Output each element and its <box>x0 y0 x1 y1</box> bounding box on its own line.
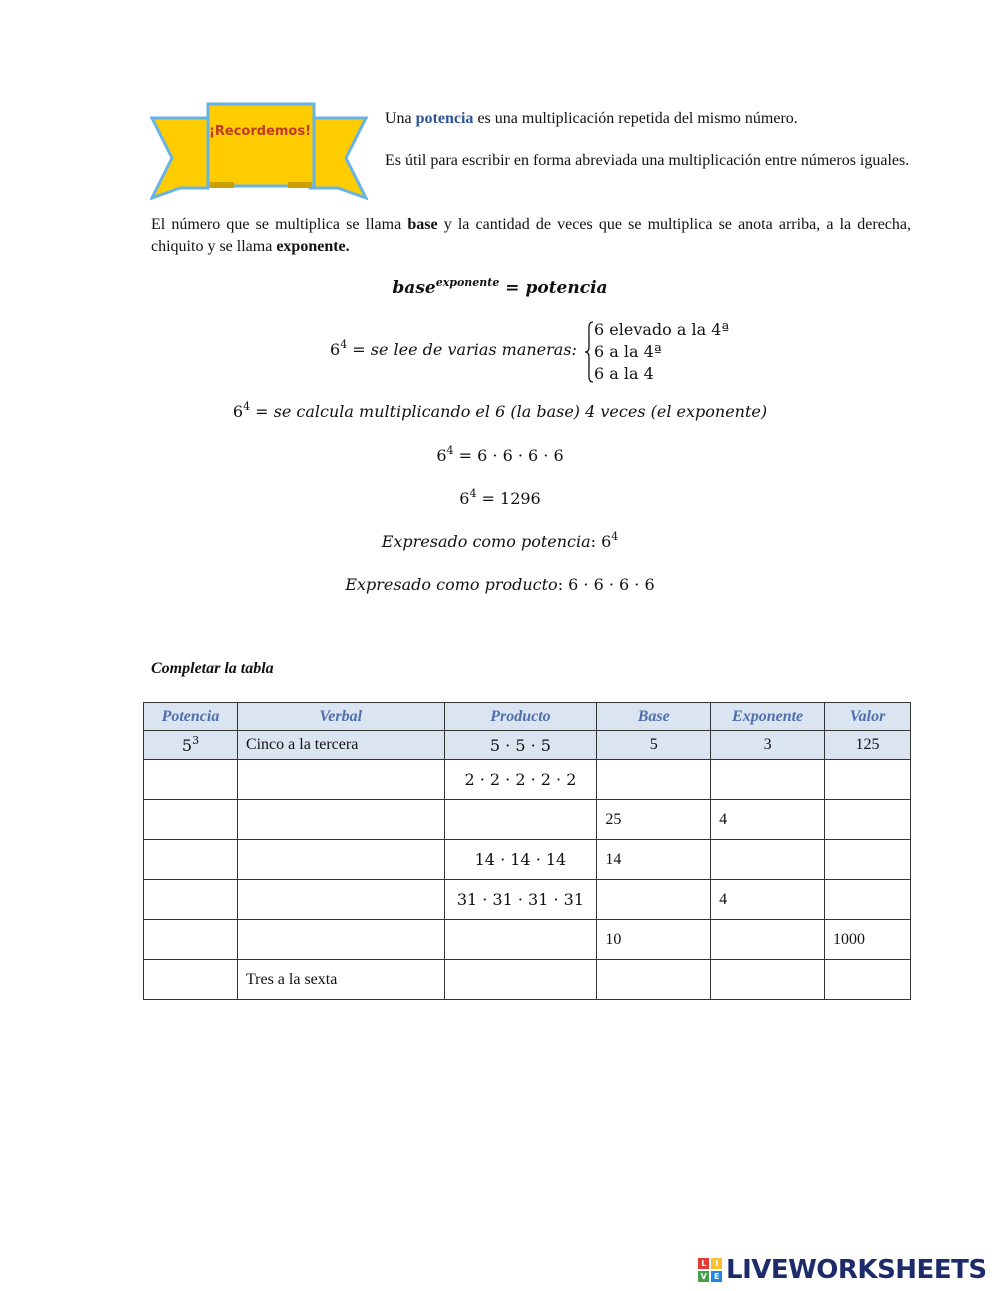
base-term: base <box>407 216 438 233</box>
example-base: 5 <box>597 731 711 760</box>
reading-option-2: 6 a la 4ª <box>594 342 662 361</box>
answer-cell[interactable] <box>711 960 825 1000</box>
answer-cell[interactable] <box>144 800 238 840</box>
producto-cell: 14 · 14 · 14 <box>444 840 597 880</box>
producto-cell: 2 · 2 · 2 · 2 · 2 <box>444 760 597 800</box>
table-row <box>144 840 911 880</box>
example-verbal: Cinco a la tercera <box>237 731 444 760</box>
exponente-cell: 4 <box>711 880 825 920</box>
answer-cell[interactable] <box>237 880 444 920</box>
logo-letter-l: L <box>698 1258 709 1269</box>
answer-cell[interactable] <box>237 760 444 800</box>
example-row <box>144 731 911 760</box>
expressed-as-product: Expresado como producto: 6 · 6 · 6 · 6 <box>345 575 655 594</box>
answer-cell[interactable] <box>237 920 444 960</box>
liveworksheets-logo-icon <box>698 1258 722 1282</box>
answer-cell[interactable] <box>237 840 444 880</box>
liveworksheets-brand <box>698 1255 987 1285</box>
reading-formula: $6^4$ = se lee de varias maneras: <box>330 338 577 359</box>
header-producto: Producto <box>444 703 597 731</box>
answer-cell[interactable] <box>711 840 825 880</box>
brand-text: LIVEWORKSHEETS <box>726 1255 987 1285</box>
exponente-term: exponente. <box>276 238 350 255</box>
answer-cell[interactable] <box>825 880 911 920</box>
reading-option-1: 6 elevado a la 4ª <box>594 320 730 339</box>
answer-cell[interactable] <box>825 760 911 800</box>
header-base: Base <box>597 703 711 731</box>
answer-cell[interactable] <box>597 880 711 920</box>
answer-cell[interactable] <box>825 800 911 840</box>
recordemos-banner <box>150 102 368 202</box>
answer-cell[interactable] <box>825 960 911 1000</box>
definition-paragraph: El número que se multiplica se llama base y la cantidad de veces que se multiplica se anota arriba, a la derecha, chiquito y se llama exponente. <box>151 216 912 255</box>
header-verbal: Verbal <box>237 703 444 731</box>
answer-cell[interactable] <box>444 920 597 960</box>
table-row <box>144 760 911 800</box>
value-formula: $6^4 = 1296$ <box>459 487 541 508</box>
intro-line-2: Es útil para escribir en forma abreviada una multiplicación entre números iguales. <box>385 152 910 169</box>
table-row <box>144 920 911 960</box>
exercise-title: Completar la tabla <box>151 660 274 677</box>
base-cell: 14 <box>597 840 711 880</box>
expressed-as-power: Expresado como potencia: $6^4$ <box>381 530 619 551</box>
intro-line-1: Una potencia es una multiplicación repetida del mismo número. <box>385 110 798 127</box>
potencia-term: potencia <box>415 110 474 127</box>
base-cell: 10 <box>597 920 711 960</box>
answer-cell[interactable] <box>711 920 825 960</box>
header-exponente: Exponente <box>711 703 825 731</box>
answer-cell[interactable] <box>144 760 238 800</box>
answer-cell[interactable] <box>597 760 711 800</box>
header-potencia: Potencia <box>144 703 238 731</box>
general-formula: base$^{exponente}$ = potencia <box>392 276 608 298</box>
product-formula: $6^4 = 6 \cdot 6 \cdot 6 \cdot 6$ <box>436 444 564 465</box>
header-valor: Valor <box>825 703 911 731</box>
answer-cell[interactable] <box>711 760 825 800</box>
calculation-formula: $6^4$ = se calcula multiplicando el 6 (la base) 4 veces (el exponente) <box>232 400 768 421</box>
logo-letter-e: E <box>711 1271 722 1282</box>
answer-cell[interactable] <box>144 840 238 880</box>
table-row <box>144 880 911 920</box>
table-row <box>144 960 911 1000</box>
answer-cell[interactable] <box>144 960 238 1000</box>
answer-cell[interactable] <box>444 960 597 1000</box>
brace-icon <box>584 321 594 383</box>
example-valor: 125 <box>825 731 911 760</box>
verbal-cell: Tres a la sexta <box>237 960 444 1000</box>
answer-cell[interactable] <box>597 960 711 1000</box>
logo-letter-i: I <box>711 1258 722 1269</box>
reading-option-3: 6 a la 4 <box>594 364 654 383</box>
answer-cell[interactable] <box>144 880 238 920</box>
banner-title: ¡Recordemos! <box>208 124 312 139</box>
answer-cell[interactable] <box>444 800 597 840</box>
producto-cell: 31 · 31 · 31 · 31 <box>444 880 597 920</box>
base-cell: 25 <box>597 800 711 840</box>
example-exponente: 3 <box>711 731 825 760</box>
answer-cell[interactable] <box>237 800 444 840</box>
table-header-row <box>144 703 911 731</box>
example-producto: 5 · 5 · 5 <box>444 731 597 760</box>
valor-cell: 1000 <box>825 920 911 960</box>
answer-cell[interactable] <box>144 920 238 960</box>
powers-table <box>143 702 911 1000</box>
example-potencia: $5^3$ <box>144 731 238 760</box>
exponente-cell: 4 <box>711 800 825 840</box>
table-row <box>144 800 911 840</box>
logo-letter-v: V <box>698 1271 709 1282</box>
answer-cell[interactable] <box>825 840 911 880</box>
